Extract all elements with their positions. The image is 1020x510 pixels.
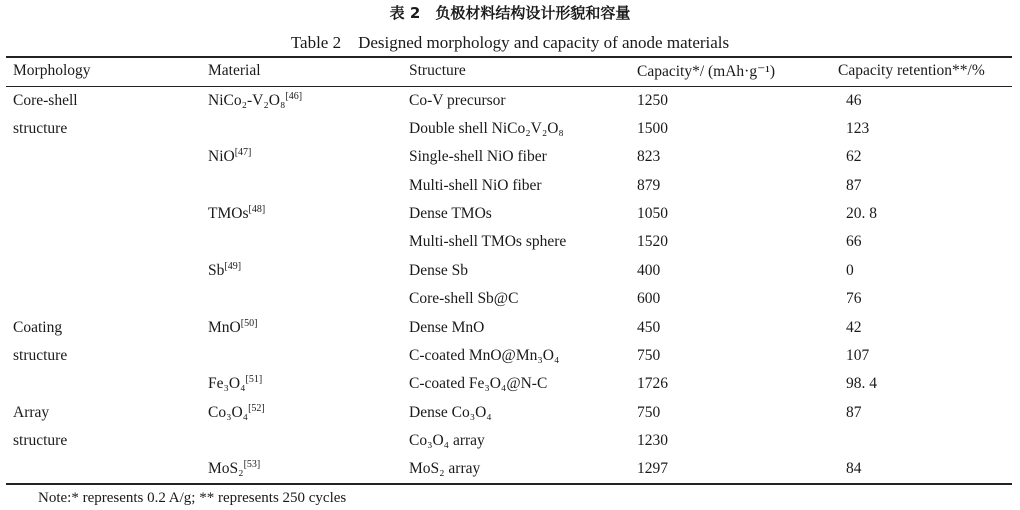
structure-cell: Dense TMOs (409, 205, 492, 222)
header-material: Material (208, 62, 261, 79)
retention-cell: 107 (846, 347, 870, 364)
table-row (0, 205, 1020, 225)
table-row (0, 262, 1020, 282)
table-row (0, 148, 1020, 168)
structure-cell: Dense Sb (409, 262, 468, 279)
structure-cell: Core-shell Sb@C (409, 290, 519, 307)
retention-cell: 87 (846, 177, 862, 194)
reference-citation: [53] (243, 459, 261, 470)
structure-cell: Dense MnO (409, 319, 485, 336)
header-capacity: Capacity*/ (mAh·g⁻¹) (637, 63, 776, 80)
structure-cell: Multi-shell TMOs sphere (409, 233, 567, 250)
structure-cell: C-coated MnO@Mn₃O₄ (409, 347, 560, 364)
retention-cell: 0 (846, 262, 854, 279)
material-cell: Co₃O₄[52] (208, 403, 265, 421)
reference-citation: [51] (245, 374, 263, 385)
structure-cell: Dense Co₃O₄ (409, 404, 492, 421)
capacity-cell: 600 (637, 290, 661, 307)
capacity-cell: 1500 (637, 120, 668, 137)
table-row (0, 120, 1020, 140)
structure-cell: MoS₂ array (409, 460, 481, 477)
retention-cell: 84 (846, 460, 862, 477)
capacity-cell: 750 (637, 404, 661, 421)
header-capacity-retention: Capacity retention**/% (838, 62, 985, 79)
structure-cell: Co₃O₄ array (409, 432, 485, 449)
table-row (0, 290, 1020, 310)
header-rule (6, 86, 1012, 87)
capacity-cell: 823 (637, 148, 661, 165)
table-title-english: Table 2 Designed morphology and capacity of anode materials (290, 33, 730, 52)
morphology-cell: structure (13, 432, 68, 449)
capacity-cell: 400 (637, 262, 661, 279)
capacity-cell: 1726 (637, 375, 668, 392)
retention-cell: 76 (846, 290, 862, 307)
structure-cell: Single-shell NiO fiber (409, 148, 547, 165)
retention-cell: 42 (846, 319, 862, 336)
table-title-chinese: 表 2 负极材料结构设计形貌和容量 (389, 4, 631, 22)
material-cell: TMOs[48] (208, 204, 266, 222)
table-row (0, 432, 1020, 452)
table-note: Note:* represents 0.2 A/g; ** represents 250 cycles (38, 490, 347, 506)
capacity-cell: 750 (637, 347, 661, 364)
reference-citation: [48] (248, 204, 266, 215)
morphology-cell: Core-shell (13, 92, 78, 109)
capacity-cell: 1520 (637, 233, 668, 250)
reference-citation: [49] (224, 261, 242, 272)
material-cell: Fe₃O₄[51] (208, 374, 263, 392)
table-row (0, 460, 1020, 480)
retention-cell: 87 (846, 404, 862, 421)
structure-cell: Double shell NiCo₂V₂O₈ (409, 120, 564, 137)
material-cell: MoS₂[53] (208, 459, 261, 477)
material-cell: NiCo₂-V₂O₈[46] (208, 91, 303, 109)
structure-cell: Multi-shell NiO fiber (409, 177, 542, 194)
header-structure: Structure (409, 62, 466, 79)
bottom-rule (6, 483, 1012, 485)
structure-cell: Co-V precursor (409, 92, 506, 109)
morphology-cell: Array (13, 404, 50, 421)
retention-cell: 20. 8 (846, 205, 877, 222)
table-row (0, 177, 1020, 197)
top-rule (6, 56, 1012, 58)
material-cell: Sb[49] (208, 261, 242, 279)
header-morphology: Morphology (13, 62, 91, 79)
table-row (0, 233, 1020, 253)
capacity-cell: 879 (637, 177, 661, 194)
reference-citation: [50] (240, 318, 258, 329)
table-row (0, 92, 1020, 112)
capacity-cell: 450 (637, 319, 661, 336)
retention-cell: 98. 4 (846, 375, 877, 392)
table-row (0, 404, 1020, 424)
reference-citation: [52] (248, 403, 265, 414)
morphology-cell: structure (13, 120, 68, 137)
table-row (0, 347, 1020, 367)
structure-cell: C-coated Fe₃O₄@N-C (409, 375, 548, 392)
table-row (0, 375, 1020, 395)
retention-cell: 62 (846, 148, 862, 165)
capacity-cell: 1050 (637, 205, 668, 222)
morphology-cell: structure (13, 347, 68, 364)
retention-cell: 46 (846, 92, 862, 109)
reference-citation: [47] (234, 147, 252, 158)
capacity-cell: 1230 (637, 432, 668, 449)
material-cell: MnO[50] (208, 318, 258, 336)
table-row (0, 319, 1020, 339)
capacity-cell: 1250 (637, 92, 668, 109)
retention-cell: 66 (846, 233, 862, 250)
retention-cell: 123 (846, 120, 870, 137)
material-cell: NiO[47] (208, 147, 252, 165)
capacity-cell: 1297 (637, 460, 668, 477)
table-header-row (0, 62, 1020, 82)
reference-citation: [46] (285, 91, 303, 102)
morphology-cell: Coating (13, 319, 63, 336)
